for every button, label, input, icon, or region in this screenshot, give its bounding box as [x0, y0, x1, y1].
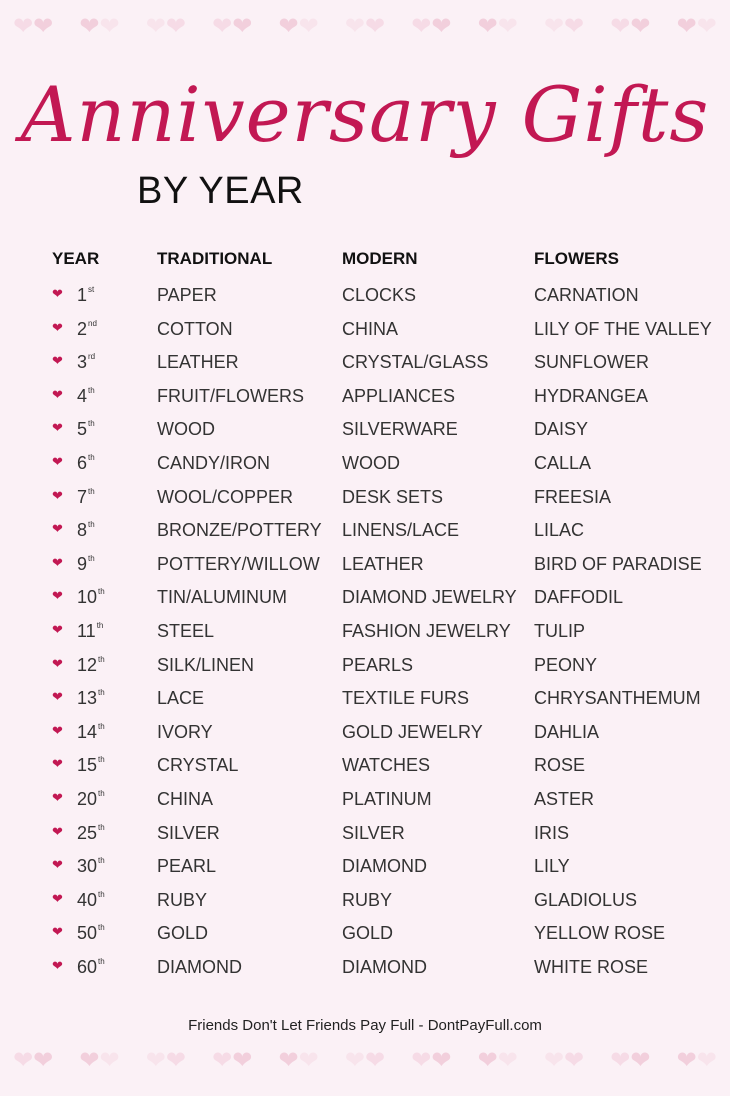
heart-icon: ❤ [52, 286, 63, 301]
modern-cell: APPLIANCES [342, 385, 456, 406]
heart-pair [544, 14, 584, 38]
year-number: 9 [77, 553, 88, 574]
year-suffix: th [98, 788, 105, 798]
heart-pair [478, 1048, 518, 1072]
heart-pair [13, 14, 53, 38]
table-row [0, 515, 730, 549]
heart-icon: ❤ [52, 319, 63, 335]
heart-icon: ❤ [52, 756, 63, 772]
modern-cell: LEATHER [342, 553, 424, 574]
year-suffix: th [98, 654, 105, 664]
flower-cell: HYDRANGEA [534, 385, 649, 406]
heart-icon: ❤ [477, 12, 498, 40]
traditional-cell: WOOL/COPPER [157, 486, 294, 507]
year-number: 60 [77, 956, 98, 977]
heart-icon: ❤ [79, 1046, 100, 1074]
flower-cell: WHITE ROSE [534, 956, 649, 977]
modern-cell: DIAMOND JEWELRY [342, 587, 517, 608]
heart-pair [610, 14, 650, 38]
gift-table [0, 280, 730, 985]
table-row [0, 750, 730, 784]
heart-icon: ❤ [411, 12, 432, 40]
heart-icon: ❤ [630, 1046, 651, 1074]
year-suffix: th [98, 822, 105, 832]
heart-icon: ❤ [52, 420, 63, 436]
table-row [0, 683, 730, 717]
heart-icon: ❤ [344, 12, 365, 40]
traditional-cell: DIAMOND [157, 956, 242, 977]
heart-pair [279, 1048, 319, 1072]
year-cell [77, 285, 94, 306]
flower-cell: TULIP [534, 620, 586, 641]
flower-cell: CARNATION [534, 285, 639, 305]
heart-icon: ❤ [52, 924, 63, 940]
traditional-cell: TIN/ALUMINUM [157, 587, 287, 608]
bottom-heart-border [0, 1040, 730, 1080]
year-cell [77, 621, 103, 642]
year-number: 1 [77, 285, 88, 305]
heart-pair [677, 1048, 717, 1072]
flower-cell: CHRYSANTHEMUM [534, 688, 701, 709]
modern-cell: FASHION JEWELRY [342, 620, 511, 641]
heart-icon: ❤ [52, 453, 63, 469]
year-cell [77, 419, 95, 440]
year-cell [77, 890, 105, 911]
heart-pair [146, 14, 186, 38]
year-suffix: th [98, 856, 105, 866]
flower-cell: FREESIA [534, 486, 612, 507]
flower-cell: DAISY [534, 419, 589, 440]
heart-icon: ❤ [79, 12, 100, 40]
year-cell [77, 823, 105, 844]
traditional-cell: WOOD [157, 419, 215, 440]
year-cell [77, 923, 105, 944]
modern-cell: TEXTILE FURS [342, 688, 470, 709]
modern-cell: GOLD JEWELRY [342, 721, 483, 742]
heart-icon: ❤ [344, 1046, 365, 1074]
heart-icon: ❤ [610, 1046, 631, 1074]
heart-pair [146, 1048, 186, 1072]
year-suffix: th [88, 452, 95, 462]
year-number: 2 [77, 318, 88, 339]
heart-pair [79, 1048, 119, 1072]
heart-icon: ❤ [52, 386, 63, 402]
flower-cell: ROSE [534, 755, 586, 776]
modern-cell: DIAMOND [342, 856, 427, 877]
year-cell [77, 520, 95, 541]
heart-icon: ❤ [431, 1046, 452, 1074]
table-row [0, 314, 730, 348]
heart-icon: ❤ [696, 1046, 717, 1074]
heart-icon: ❤ [52, 722, 63, 738]
flower-cell: YELLOW ROSE [534, 923, 666, 944]
year-number: 40 [77, 889, 98, 910]
heart-icon: ❤ [52, 789, 63, 805]
flower-cell: BIRD OF PARADISE [534, 553, 702, 574]
flower-cell: LILAC [534, 520, 585, 541]
heart-icon: ❤ [165, 12, 186, 40]
year-number: 25 [77, 822, 98, 843]
heart-icon: ❤ [52, 655, 63, 671]
modern-cell: GOLD [342, 923, 394, 944]
heart-icon: ❤ [99, 1046, 120, 1074]
flower-cell: IRIS [534, 822, 570, 843]
heart-icon: ❤ [676, 1046, 697, 1074]
year-number: 7 [77, 486, 88, 507]
modern-cell: DIAMOND [342, 956, 427, 977]
heart-icon: ❤ [543, 1046, 565, 1074]
table-row [0, 851, 730, 885]
year-suffix: th [88, 520, 95, 530]
year-suffix: th [98, 755, 105, 765]
traditional-cell: COTTON [157, 318, 233, 339]
modern-cell: CRYSTAL/GLASS [342, 352, 489, 373]
heart-icon: ❤ [13, 1046, 34, 1074]
heart-icon: ❤ [212, 12, 233, 40]
traditional-cell: SILVER [157, 822, 220, 843]
traditional-cell: RUBY [157, 889, 208, 910]
modern-cell: CLOCKS [342, 285, 417, 305]
modern-cell: PEARLS [342, 654, 414, 675]
traditional-cell: POTTERY/WILLOW [157, 553, 320, 574]
year-number: 11 [77, 620, 96, 641]
year-cell [77, 554, 95, 575]
heart-icon: ❤ [232, 1046, 253, 1074]
year-suffix: th [88, 385, 95, 395]
year-cell [77, 587, 105, 608]
year-number: 8 [77, 520, 88, 541]
modern-cell: WATCHES [342, 755, 430, 776]
table-row [0, 448, 730, 482]
heart-icon: ❤ [145, 1046, 166, 1074]
heart-icon: ❤ [145, 12, 166, 40]
year-suffix: th [96, 620, 104, 630]
year-number: 50 [77, 923, 98, 944]
footer-credit: Friends Don't Let Friends Pay Full - DontPayFull.com [188, 1017, 542, 1034]
header-flowers: FLOWERS [534, 249, 619, 268]
year-number: 6 [77, 452, 88, 473]
modern-cell: LINENS/LACE [342, 520, 460, 541]
year-cell [77, 957, 105, 978]
traditional-cell: GOLD [157, 923, 209, 944]
heart-pair [279, 14, 319, 38]
header-year: YEAR [52, 249, 100, 268]
heart-icon: ❤ [52, 588, 63, 604]
heart-icon: ❤ [630, 12, 651, 40]
year-suffix: th [98, 721, 105, 731]
year-cell [77, 386, 95, 407]
table-row [0, 482, 730, 516]
year-suffix: st [88, 285, 95, 294]
table-row [0, 582, 730, 616]
header-traditional: TRADITIONAL [157, 249, 273, 268]
heart-icon: ❤ [33, 1046, 54, 1074]
heart-icon: ❤ [13, 12, 34, 40]
heart-pair [13, 1048, 53, 1072]
heart-icon: ❤ [99, 12, 120, 40]
table-row [0, 784, 730, 818]
traditional-cell: CANDY/IRON [157, 452, 271, 473]
heart-icon: ❤ [364, 12, 386, 40]
year-suffix: th [98, 923, 105, 933]
modern-cell: SILVER [342, 822, 405, 843]
year-number: 10 [77, 587, 98, 608]
table-row [0, 414, 730, 448]
flower-cell: LILY [534, 856, 570, 877]
heart-pair [411, 1048, 451, 1072]
year-number: 20 [77, 788, 98, 809]
heart-icon: ❤ [52, 857, 63, 873]
traditional-cell: IVORY [157, 721, 213, 742]
year-number: 30 [77, 856, 98, 877]
year-suffix: th [98, 587, 105, 597]
heart-pair [411, 14, 451, 38]
traditional-cell: STEEL [157, 620, 215, 641]
traditional-cell: FRUIT/FLOWERS [157, 385, 304, 406]
table-row [0, 381, 730, 415]
header-modern: MODERN [342, 249, 418, 268]
year-cell [77, 856, 105, 877]
year-cell [77, 789, 105, 810]
heart-icon: ❤ [52, 353, 63, 369]
year-cell [77, 755, 105, 776]
top-heart-border [0, 6, 730, 46]
table-header [0, 247, 730, 271]
heart-icon: ❤ [564, 1046, 585, 1074]
year-suffix: rd [88, 352, 96, 362]
flower-cell: CALLA [534, 452, 592, 473]
traditional-cell: SILK/LINEN [157, 654, 255, 675]
year-suffix: nd [88, 318, 97, 328]
year-cell [77, 487, 95, 508]
year-cell [77, 453, 95, 474]
year-number: 14 [77, 721, 98, 742]
year-suffix: th [98, 956, 105, 966]
flower-cell: GLADIOLUS [534, 889, 638, 910]
heart-icon: ❤ [212, 1046, 233, 1074]
heart-icon: ❤ [278, 1046, 299, 1074]
heart-pair [610, 1048, 650, 1072]
heart-icon: ❤ [298, 1046, 319, 1074]
heart-icon: ❤ [676, 12, 697, 40]
year-number: 15 [77, 755, 98, 776]
year-cell [77, 352, 95, 373]
page-title: Anniversary Gifts [20, 70, 710, 159]
heart-pair [212, 1048, 252, 1072]
heart-icon: ❤ [278, 12, 299, 40]
flower-cell: LILY OF THE VALLEY [534, 318, 712, 339]
traditional-cell: BRONZE/POTTERY [157, 520, 322, 541]
table-row [0, 818, 730, 852]
modern-cell: DESK SETS [342, 486, 444, 507]
flower-cell: SUNFLOWER [534, 352, 650, 373]
year-number: 4 [77, 385, 88, 406]
heart-pair [544, 1048, 584, 1072]
heart-icon: ❤ [431, 12, 452, 40]
heart-icon: ❤ [52, 621, 63, 637]
heart-icon: ❤ [52, 521, 63, 537]
flower-cell: DAHLIA [534, 721, 600, 742]
heart-icon: ❤ [364, 1046, 386, 1074]
heart-icon: ❤ [52, 957, 63, 973]
modern-cell: WOOD [342, 452, 400, 473]
heart-pair [345, 14, 385, 38]
year-cell [77, 722, 105, 743]
heart-icon: ❤ [543, 12, 565, 40]
flower-cell: PEONY [534, 654, 598, 675]
traditional-cell: CHINA [157, 788, 214, 809]
year-cell [77, 319, 97, 340]
year-cell [77, 655, 105, 676]
modern-cell: CHINA [342, 318, 399, 339]
modern-cell: SILVERWARE [342, 419, 458, 440]
year-suffix: th [98, 688, 105, 698]
heart-pair [212, 14, 252, 38]
year-suffix: th [88, 553, 95, 563]
heart-icon: ❤ [232, 12, 253, 40]
heart-icon: ❤ [52, 689, 63, 705]
heart-icon: ❤ [564, 12, 585, 40]
page-subtitle: BY YEAR [137, 170, 304, 212]
table-row [0, 549, 730, 583]
heart-icon: ❤ [497, 12, 518, 40]
traditional-cell: LACE [157, 688, 205, 709]
heart-icon: ❤ [411, 1046, 432, 1074]
year-suffix: th [88, 419, 95, 429]
year-suffix: th [88, 486, 95, 496]
table-row [0, 885, 730, 919]
heart-icon: ❤ [696, 12, 717, 40]
heart-icon: ❤ [298, 12, 319, 40]
flower-cell: DAFFODIL [534, 587, 624, 608]
heart-icon: ❤ [33, 12, 54, 40]
table-row [0, 616, 730, 650]
year-number: 3 [77, 352, 88, 373]
year-number: 5 [77, 419, 88, 440]
flower-cell: ASTER [534, 788, 595, 809]
year-cell [77, 688, 105, 709]
modern-cell: RUBY [342, 889, 393, 910]
year-number: 13 [77, 688, 98, 709]
traditional-cell: PEARL [157, 856, 217, 877]
heart-icon: ❤ [52, 487, 63, 503]
heart-icon: ❤ [165, 1046, 186, 1074]
heart-icon: ❤ [52, 823, 63, 839]
heart-pair [478, 14, 518, 38]
heart-icon: ❤ [477, 1046, 498, 1074]
heart-icon: ❤ [52, 554, 63, 570]
table-row [0, 347, 730, 381]
modern-cell: PLATINUM [342, 788, 432, 809]
heart-pair [79, 14, 119, 38]
year-number: 12 [77, 654, 98, 675]
year-suffix: th [98, 889, 105, 899]
heart-pair [677, 14, 717, 38]
heart-pair [345, 1048, 385, 1072]
heart-icon: ❤ [52, 890, 63, 906]
traditional-cell: LEATHER [157, 352, 239, 373]
traditional-cell: PAPER [157, 285, 217, 305]
table-row [0, 918, 730, 952]
heart-icon: ❤ [610, 12, 631, 40]
table-row [0, 280, 730, 314]
traditional-cell: CRYSTAL [157, 755, 239, 776]
heart-icon: ❤ [497, 1046, 518, 1074]
table-row [0, 717, 730, 751]
table-row [0, 952, 730, 986]
table-row [0, 650, 730, 684]
